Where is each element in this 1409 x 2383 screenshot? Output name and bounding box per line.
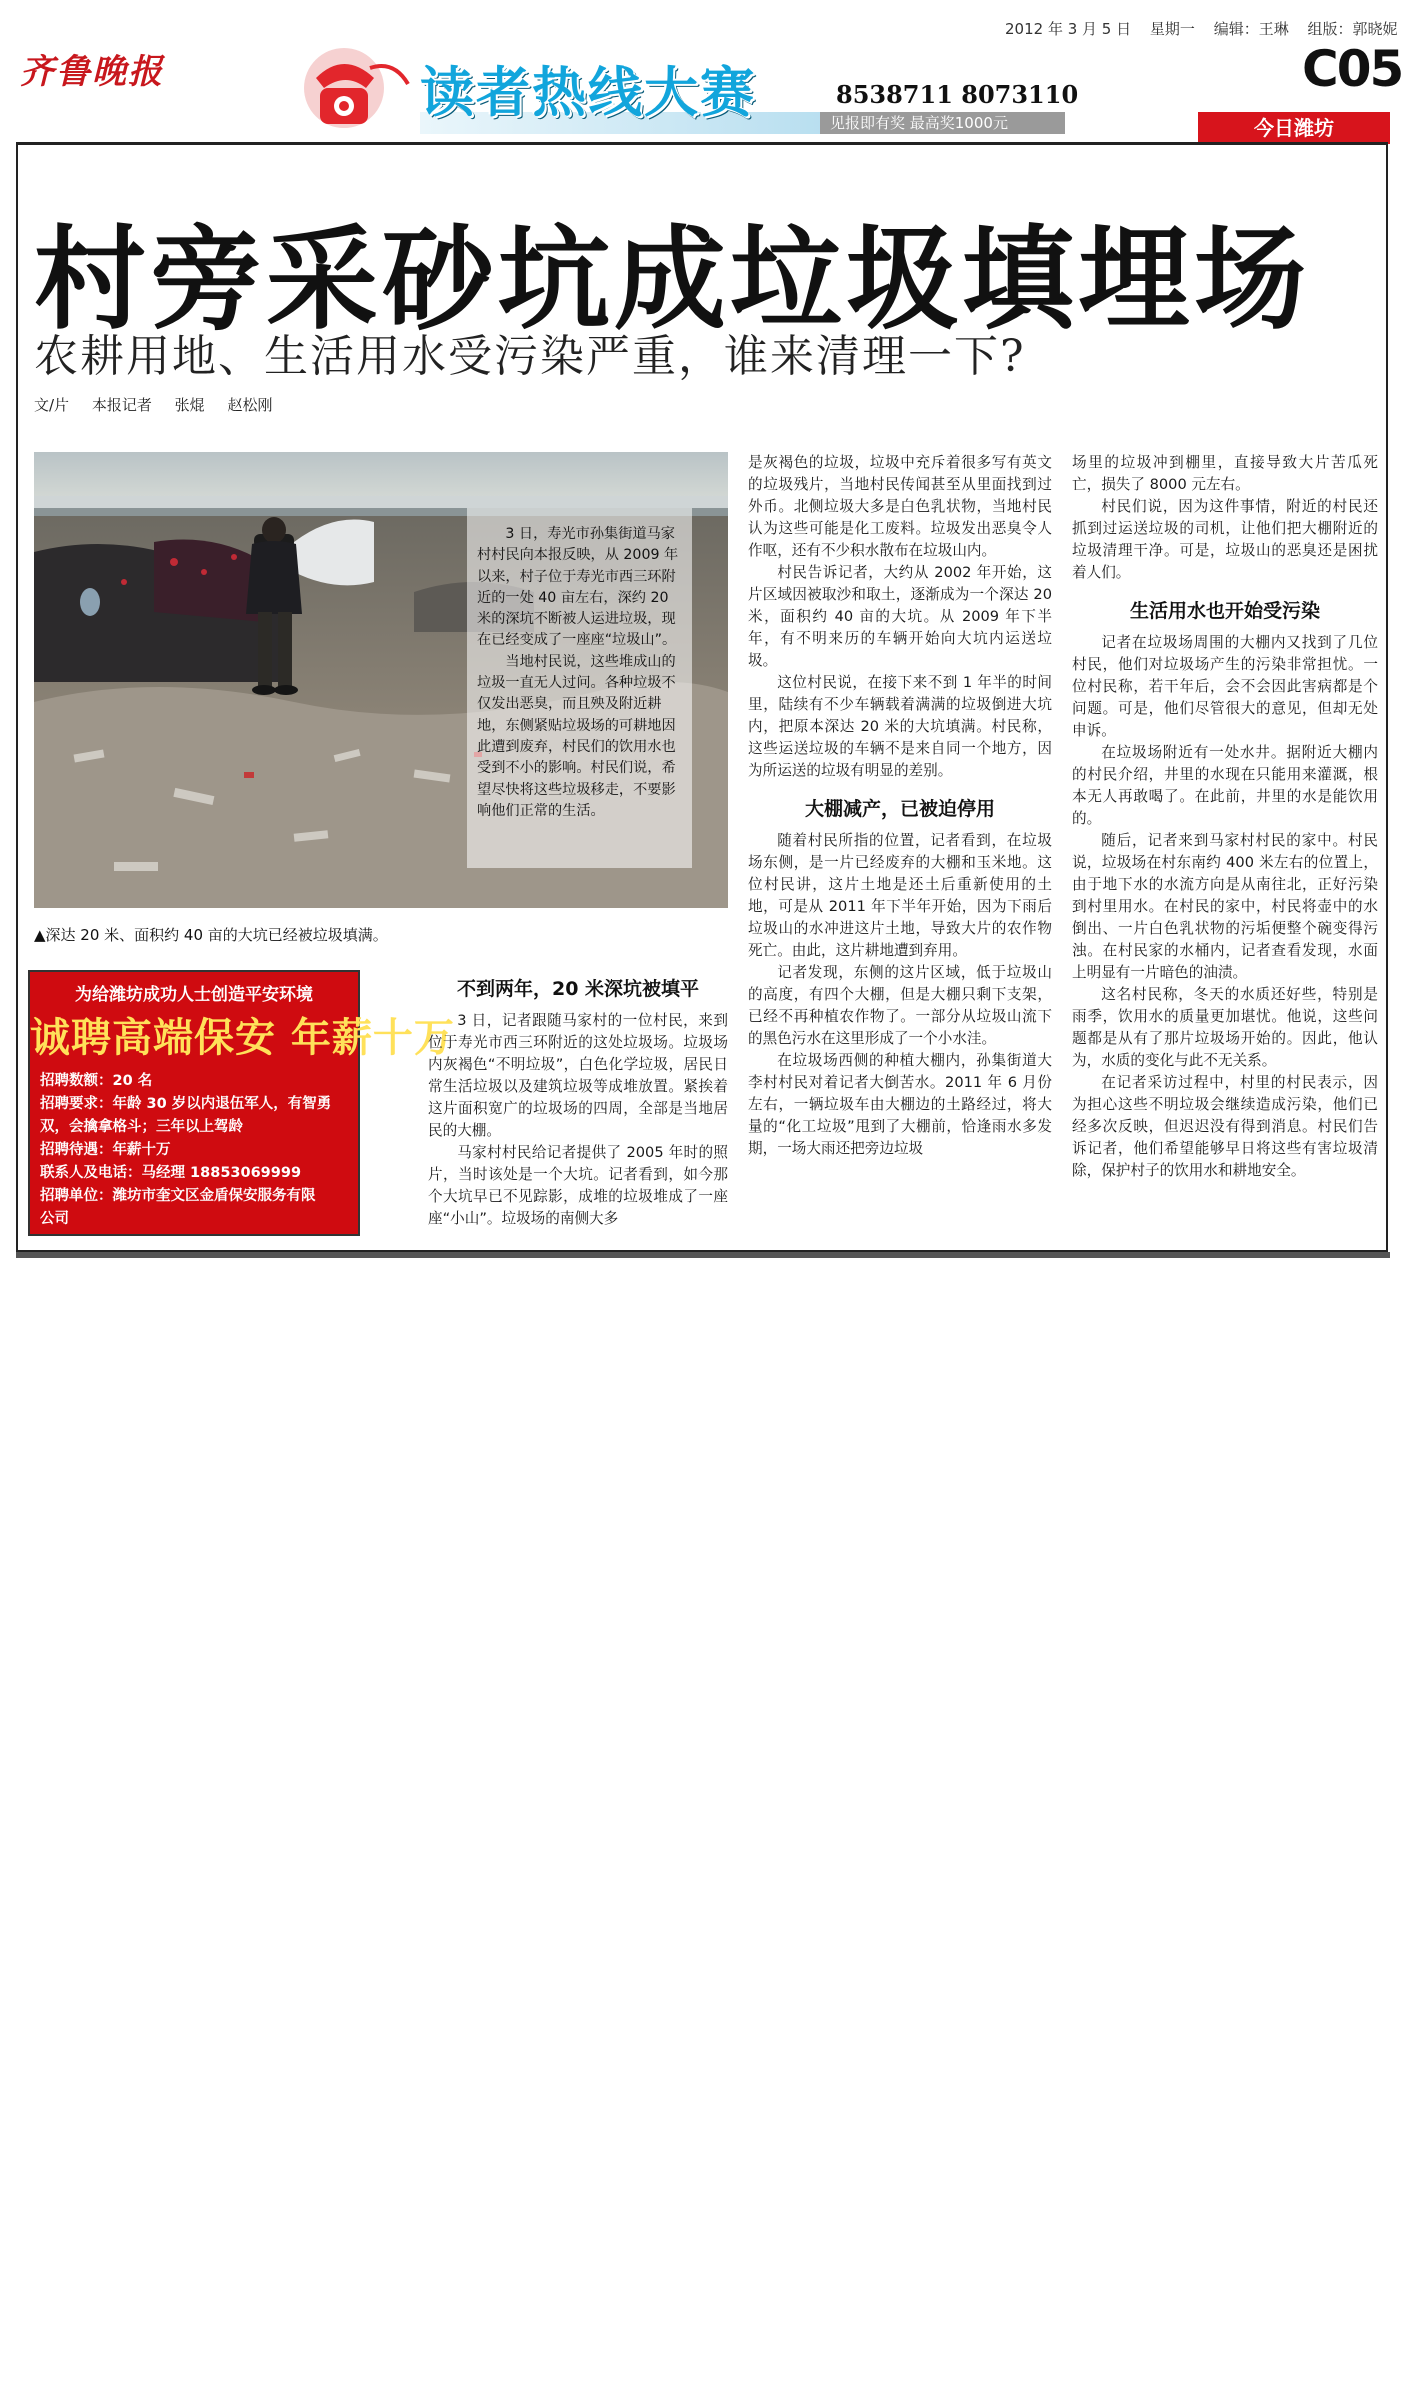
hotline-title: 读者热线大赛 <box>420 61 756 124</box>
byline-role: 本报记者 <box>91 396 152 414</box>
ad-line: 招聘单位：潍坊市奎文区金盾保安服务有限 <box>40 1188 316 1204</box>
paragraph: 村民们说，因为这件事情，附近的村民还抓到过运送垃圾的司机，让他们把大棚附近的垃圾清理干净。可是，垃圾山的恶臭还是困扰着人们。 <box>1072 498 1378 581</box>
section-title: 生活用水也开始受污染 <box>1129 600 1320 622</box>
paragraph: 这名村民称，冬天的水质还好些，特别是雨季，饮用水的质量更加堪忧。他说，这些问题都是从有了那片垃圾场开始的。因此，他认为，水质的变化与此不无关系。 <box>1072 986 1378 1069</box>
editor: 编辑：王琳 <box>1213 20 1289 38</box>
newspaper-logo: 齐鲁晚报 <box>20 52 164 92</box>
section-tab: 今日潍坊 <box>1198 112 1390 144</box>
date: 2012 年 3 月 5 日 <box>1005 20 1132 38</box>
page-meta <box>1005 18 1409 39</box>
paragraph: 在记者采访过程中，村里的村民表示，因为担心这些不明垃圾会继续造成污染，他们已经多次反映，但迟迟没有得到消息。村民们告诉记者，他们希望能够早日将这些有害垃圾清除，保护村子的饮用水和耕地安全。 <box>1072 1074 1378 1179</box>
article-column-1 <box>428 970 728 1230</box>
byline-author-2: 赵松刚 <box>227 396 273 414</box>
subheadline: 农耕用地、生活用水受污染严重，谁来清理一下? <box>34 331 1026 382</box>
ad-line: 招聘待遇：年薪十万 <box>40 1142 171 1158</box>
article-column-3 <box>1072 452 1378 1182</box>
section-title: 大棚减产，已被迫停用 <box>804 798 995 820</box>
section-title: 不到两年，20 米深坑被填平 <box>456 978 700 1000</box>
paragraph: 场里的垃圾冲到棚里，直接导致大片苦瓜死亡，损失了 8000 元左右。 <box>1072 454 1378 493</box>
security-guard-job-ad <box>28 970 455 1236</box>
paragraph: 记者在垃圾场周围的大棚内又找到了几位村民，他们对垃圾场产生的污染非常担忧。一位村民称，若干年后，会不会因此害病都是个问题。可是，他们尽管很大的意见，但却无处申诉。 <box>1072 634 1378 739</box>
ad-line: 招聘数额：20 名 <box>40 1073 153 1089</box>
paragraph: 3 日，记者跟随马家村的一位村民，来到位于寿光市西三环附近的这处垃圾场。垃圾场内灰褐色“不明垃圾”，白色化学垃圾，居民日常生活垃圾以及建筑垃圾等成堆放置。紧挨着这片面积宽广的垃圾场的四周，全部是当地居民的大棚。 <box>428 1012 728 1139</box>
byline-author-1: 张焜 <box>174 396 205 414</box>
telephone-icon <box>298 38 416 134</box>
ad-tagline: 为给潍坊成功人士创造平安环境 <box>75 985 313 1005</box>
frame-bottom-rule <box>16 1252 1390 1258</box>
article-column-2 <box>748 452 1052 1160</box>
ad-headline: 诚聘高端保安 年薪十万 <box>30 1015 455 1061</box>
designer: 组版：郭晓妮 <box>1307 20 1398 38</box>
paragraph: 在垃圾场附近有一处水井。据附近大棚内的村民介绍，井里的水现在只能用来灌溉，根本无人再敢喝了。在此前，井里的水是能饮用的。 <box>1072 744 1378 827</box>
hotline-tagline: 见报即有奖 最高奖1000元 <box>820 112 1065 134</box>
photo-caption: ▲深达 20 米、面积约 40 亩的大坑已经被垃圾填满。 <box>34 926 388 944</box>
ad-line: 招聘要求：年龄 30 岁以内退伍军人，有智勇 <box>40 1096 332 1112</box>
paragraph: 是灰褐色的垃圾，垃圾中充斥着很多写有英文的垃圾残片，当地村民传闻甚至从里面找到过外币。北侧垃圾大多是白色乳状物，当地村民认为这些可能是化工废料。垃圾发出恶臭令人作呕，还有不少积水散布在垃圾山内。 <box>748 454 1052 559</box>
ad-details <box>40 1070 354 1231</box>
paragraph: 这位村民说，在接下来不到 1 年半的时间里，陆续有不少车辆载着满满的垃圾倒进大坑内，把原本深达 20 米的大坑填满。村民称，这些运送垃圾的车辆不是来自同一个地方，因为所运送的垃圾有明显的差别。 <box>748 674 1052 779</box>
headline: 村旁采砂坑成垃圾填埋场 <box>34 215 1310 345</box>
paragraph: 在垃圾场西侧的种植大棚内，孙集街道大李村村民对着记者大倒苦水。2011 年 6 月份左右，一辆垃圾车由大棚边的土路经过，将大量的“化工垃圾”甩到了大棚前，恰逢雨水多发期，一场大雨还把旁边垃圾 <box>748 1052 1052 1157</box>
page-number: C05 <box>1302 40 1403 98</box>
byline <box>34 394 290 415</box>
hotline-numbers: 8538711 8073110 <box>836 80 1079 109</box>
ad-line: 联系人及电话：马经理 18853069999 <box>40 1165 302 1181</box>
byline-type: 文/片 <box>34 396 70 414</box>
paragraph: 记者发现，东侧的这片区域，低于垃圾山的高度，有四个大棚，但是大棚只剩下支架，已经不再种植农作物了。一部分从垃圾山流下的黑色污水在这里形成了一个小水洼。 <box>748 964 1052 1047</box>
photo-overlay-text <box>477 524 687 822</box>
paragraph: 随着村民所指的位置，记者看到，在垃圾场东侧，是一片已经废弃的大棚和玉米地。这位村民讲，这片土地是还土后重新使用的土地，可是从 2011 年下半年开始，因为下雨后垃圾山的水冲进这片土地，导致大片的农作物死亡。由此，这片耕地遭到弃用。 <box>748 832 1052 959</box>
paragraph: 村民告诉记者，大约从 2002 年开始，这片区域因被取沙和取土，逐渐成为一个深达 20 米，面积约 40 亩的大坑。从 2009 年下半年，有不明来历的车辆开始向大坑内运送垃圾。 <box>748 564 1052 669</box>
photo-overlay-paragraph: 3 日，寿光市孙集街道马家村村民向本报反映，从 2009 年以来，村子位于寿光市西三环附近的一处 40 亩左右，深约 20 米的深坑不断被人运进垃圾，现在已经变成了一座座“垃圾山”。 <box>477 526 679 649</box>
ad-line: 公司 <box>40 1211 69 1227</box>
ad-line: 双，会擒拿格斗；三年以上驾龄 <box>40 1119 243 1135</box>
paragraph: 随后，记者来到马家村村民的家中。村民说，垃圾场在村东南约 400 米左右的位置上，由于地下水的水流方向是从南往北，正好污染到村里用水。在村民的家中，村民将壶中的水倒出、一片白色乳状物的污垢便整个碗变得污浊。在村民家的水桶内，记者查看发现，水面上明显有一片暗色的油渍。 <box>1072 832 1378 981</box>
weekday: 星期一 <box>1149 20 1195 38</box>
paragraph: 马家村村民给记者提供了 2005 年时的照片，当时该处是一个大坑。记者看到，如今那个大坑早已不见踪影，成堆的垃圾堆成了一座座“小山”。垃圾场的南侧大多 <box>428 1144 728 1227</box>
photo-overlay-paragraph: 当地村民说，这些堆成山的垃圾一直无人过问。各种垃圾不仅发出恶臭，而且殃及附近耕地，东侧紧贴垃圾场的可耕地因此遭到废弃，村民们的饮用水也受到不小的影响。村民们说，希望尽快将这些垃圾移走，不要影响他们正常的生活。 <box>477 653 676 819</box>
